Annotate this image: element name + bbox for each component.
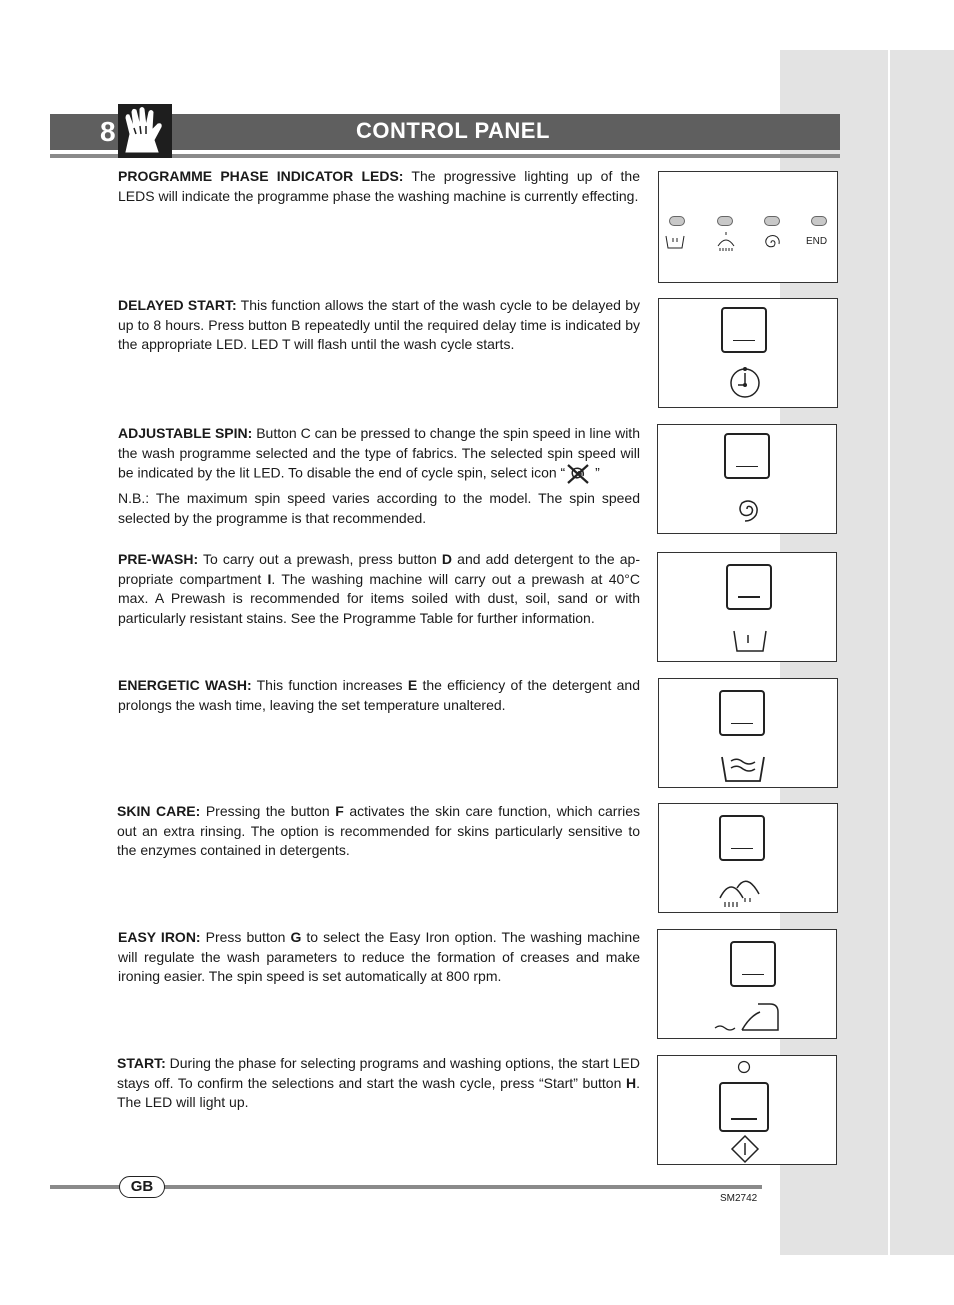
spin-icon: [766, 236, 780, 247]
page-title: CONTROL PANEL: [356, 118, 550, 143]
page-number: 8: [100, 116, 116, 147]
start-led-icon: [737, 1060, 753, 1076]
section-easy-iron: [118, 928, 640, 987]
energetic-panel: [658, 678, 838, 788]
hand-icon: [118, 104, 172, 158]
prewash-tub-icon: [732, 627, 768, 655]
section-text: and add detergent to the ap-propriate compartment: [118, 551, 640, 587]
spin-icon: [732, 493, 766, 525]
section-text: to select the Easy Iron option. The washing machine will regulate the wash parameters to reduce the formation of creases and make ironing easier. The spin speed is set automatically at 800 rpm.: [118, 929, 640, 984]
intensive-wash-icon: [719, 753, 769, 785]
section-skin-care: [117, 802, 640, 861]
button-key: D: [441, 551, 453, 567]
led-prewash: [669, 216, 685, 226]
start-panel: [657, 1055, 837, 1165]
section-text: This function allows the start of the wash cycle to be delayed by up to 8 hours. Press button B repeatedly until the required delay time is indicated by the appropriate LED. LED T will flash until the wash cycle starts.: [118, 297, 640, 352]
no-spin-icon: [565, 463, 591, 485]
section-heading: EASY IRON:: [118, 929, 201, 945]
section-text: the efficiency of the detergent and prolongs the wash time, leaving the set temperature unaltered.: [118, 677, 640, 713]
easy-iron-panel: [657, 929, 837, 1039]
button-key: F: [335, 803, 344, 819]
skin-care-button[interactable]: [719, 815, 765, 861]
phase-icons: [664, 232, 794, 254]
delay-button[interactable]: [721, 307, 767, 353]
timer-icon: [729, 365, 763, 399]
language-badge: GB: [119, 1176, 165, 1198]
section-text-end: ”: [591, 464, 600, 481]
section-pre-wash: [118, 550, 640, 628]
phase-led-panel: [658, 171, 838, 283]
section-heading: PRE-WASH:: [118, 551, 199, 567]
led-wash: [717, 216, 733, 226]
section-text: activates the skin care function, which carries out an extra rinsing. The option is recommended for skins particularly sensitive to the enzymes contained in detergents.: [117, 803, 641, 858]
section-text: During the phase for selecting programs and washing options, the start LED stays off. To confirm the selections and start the wash cycle, press “Start” button: [117, 1055, 640, 1091]
button-key: G: [290, 929, 302, 945]
section-text: This function increases: [251, 677, 408, 693]
start-button[interactable]: [719, 1082, 769, 1132]
section-heading: ADJUSTABLE SPIN:: [118, 425, 253, 441]
button-key: E: [407, 677, 418, 693]
energetic-button[interactable]: [719, 690, 765, 736]
section-text: Pressing the button: [200, 803, 336, 819]
compartment-key: I: [267, 570, 272, 587]
document-code: SM2742: [720, 1193, 758, 1204]
section-note: N.B.: The maximum spin speed varies according to the model. The spin speed selected by the programme is that recommended.: [118, 490, 640, 526]
margin-divider: [888, 50, 890, 1255]
section-phase-leds: [118, 167, 640, 206]
section-heading: SKIN CARE:: [117, 803, 201, 819]
end-label: END: [806, 236, 828, 247]
extra-rinse-icon: [717, 874, 777, 910]
tub-icon: [666, 236, 684, 248]
section-delayed-start: [118, 296, 640, 355]
spin-button[interactable]: [724, 433, 770, 479]
button-key: H: [625, 1074, 637, 1091]
section-heading: DELAYED START:: [118, 297, 237, 313]
prewash-panel: [657, 552, 837, 662]
led-spin: [764, 216, 780, 226]
section-text: Button C can be pressed to change the spin speed in line with the wash programme selected and the type of fabrics. The selected spin speed will be indicated by the lit LED. To disable the end of cycle spin, select icon “: [118, 425, 640, 481]
section-text: The progressive lighting up of the LEDS will indicate the programme phase the washing machine is currently effecting.: [118, 168, 640, 204]
prewash-button[interactable]: [726, 564, 772, 610]
section-heading: PROGRAMME PHASE INDICATOR LEDS:: [118, 168, 404, 184]
section-text: . The washing machine will carry out a prewash at 40°C max. A Prewash is recommended for items soiled with dust, soil, sand or with particularly resistant stains. See the Programme Table for further information.: [118, 570, 640, 626]
section-text: Press button: [200, 929, 291, 945]
spin-panel: [657, 424, 837, 534]
delay-panel: [658, 298, 838, 408]
led-end: [811, 216, 827, 226]
section-adjustable-spin: [118, 424, 640, 528]
section-text: To carry out a prewash, press button: [198, 551, 442, 567]
section-energetic-wash: [118, 676, 640, 715]
section-heading: START:: [117, 1055, 166, 1071]
iron-icon: [712, 998, 786, 1036]
section-start: [117, 1054, 640, 1113]
start-pause-icon: [730, 1134, 760, 1164]
skin-care-panel: [658, 803, 838, 913]
easy-iron-button[interactable]: [730, 941, 776, 987]
wash-icon: [718, 232, 734, 251]
section-text: . The LED will light up.: [117, 1074, 640, 1110]
section-heading: ENERGETIC WASH:: [118, 677, 252, 693]
